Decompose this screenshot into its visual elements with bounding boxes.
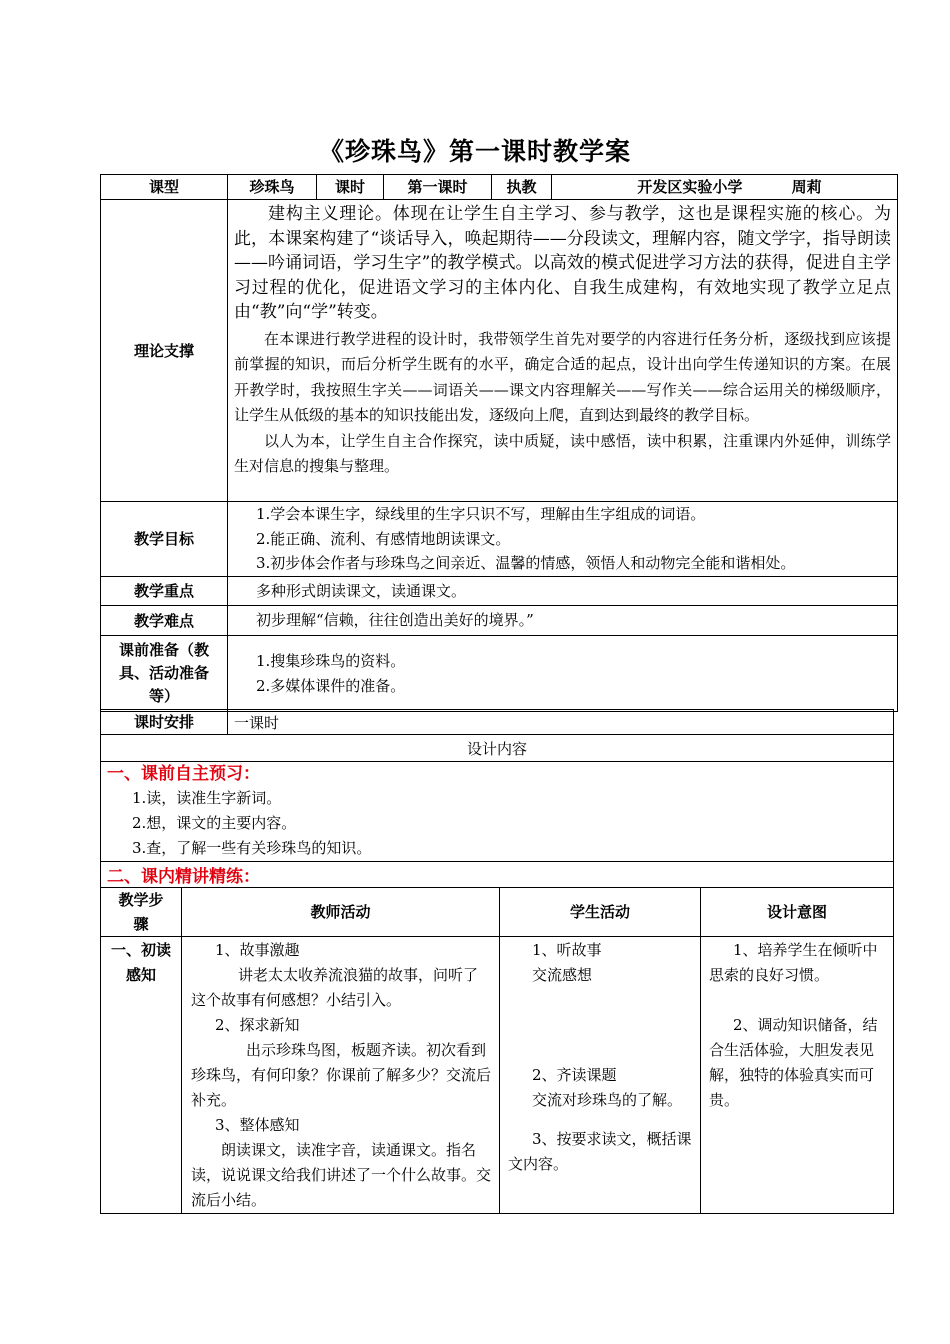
col-intent-header: 设计意图 [701,888,894,937]
theory-content [228,200,898,502]
prep-item: 2.多媒体课件的准备。 [256,676,406,695]
teacher-step-title: 1、故事激趣 [215,941,300,959]
focus-value: 多种形式朗读课文，读通课文。 [228,577,898,606]
teacher-name: 周莉 [791,178,822,196]
goals-label: 教学目标 [101,502,228,577]
goal-item: 3.初步体会作者与珍珠鸟之间亲近、温馨的情感，领悟人和动物完全能和谐相处。 [256,554,796,573]
period-label: 课时 [317,175,384,200]
difficulty-value: 初步理解“信赖，往往创造出美好的境界。” [228,606,898,636]
intent-item: 2、调动知识储备，结合生活体验，大胆发表见解，独特的体验真实而可贵。 [709,1016,878,1109]
schedule-value: 一课时 [228,710,894,735]
info-table [100,174,898,712]
student-step: 1、听故事 [532,941,602,959]
col-teacher-header: 教师活动 [182,888,500,937]
teacher-info [552,175,898,200]
difficulty-label: 教学难点 [101,606,228,636]
teacher-step-title: 2、探求新知 [215,1016,300,1034]
theory-label: 理论支撑 [101,200,228,502]
student-step-detail: 交流感想 [532,966,593,984]
teacher-label: 执教 [492,175,552,200]
focus-label: 教学重点 [101,577,228,606]
preview-item: 3.查，了解一些有关珍珠鸟的知识。 [132,839,372,857]
col-student-header: 学生活动 [500,888,701,937]
teacher-step-title: 3、整体感知 [215,1116,300,1134]
schedule-label: 课时安排 [101,710,228,735]
teacher-activity [182,937,500,1214]
theory-paragraph-1: 建构主义理论。体现在让学生自主学习、参与教学，这也是课程实施的核心。为此，本课案构建了“谈话导入，唤起期待——分段读文，理解内容，随文学字，指导朗读——吟诵词语，学习生字”的教学模式。以高效的模式促进学习方法的获得，促进自主学习过程的优化，促进语文学习的主体内化、自我生成建构，有效地实现了教学立足点由“教”向“学”转变。 [234,204,891,322]
theory-paragraph-2: 在本课进行教学进程的设计时，我带领学生首先对要学的内容进行任务分析，逐级找到应该提前掌握的知识，而后分析学生既有的水平，确定合适的起点，设计出向学生传递知识的方案。在展开教学时，我按照生字关——词语关——课文内容理解关——写作关——综合运用关的梯级顺序，让学生从低级的基本的知识技能出发，逐级向上爬，直到达到最终的教学目标。 [234,329,891,424]
goal-item: 1.学会本课生字，绿线里的生字只识不写，理解由生字组成的词语。 [256,505,706,524]
school-name: 开发区实验小学 [637,178,743,196]
goals-content [228,502,898,577]
type-label: 课型 [101,175,228,200]
student-activity [500,937,701,1214]
prep-content [228,636,898,712]
type-value: 珍珠鸟 [228,175,317,200]
design-table [100,709,894,1214]
theory-paragraph-3: 以人为本，让学生自主合作探究，读中质疑，读中感悟，读中积累，注重课内外延伸，训练学生对信息的搜集与整理。 [234,431,891,475]
step-initial-reading: 一、初读 感知 [101,937,182,1214]
student-step-detail: 交流对珍珠鸟的了解。 [532,1091,683,1109]
page-title: 《珍珠鸟》第一课时教学案 [318,137,631,166]
teacher-step-body: 讲老太太收养流浪猫的故事，问听了这个故事有何感想？小结引入。 [191,966,479,1009]
goal-item: 2.能正确、流利、有感情地朗读课文。 [256,529,511,548]
preview-item: 2.想，课文的主要内容。 [132,814,297,832]
design-intent [701,937,894,1214]
section1 [101,762,894,862]
student-step: 3、按要求读文，概括课文内容。 [508,1130,692,1173]
student-step: 2、齐读课题 [532,1066,617,1084]
prep-label: 课前准备（教 具、活动准备 等） [101,636,228,712]
section1-heading: 一、课前自主预习： [107,764,260,784]
design-header: 设计内容 [101,735,894,762]
teacher-step-body: 朗读课文，读准字音，读通课文。指名读，说说课文给我们讲述了一个什么故事。交流后小结。 [191,1141,492,1209]
intent-item: 1、培养学生在倾听中思索的良好习惯。 [709,941,878,984]
col-step-header: 教学步 骤 [101,888,182,937]
period-value: 第一课时 [384,175,492,200]
section2-heading: 二、课内精讲精练： [101,862,894,888]
teacher-step-body: 出示珍珠鸟图，板题齐读。初次看到珍珠鸟，有何印象？你课前了解多少？交流后补充。 [191,1041,492,1109]
prep-item: 1.搜集珍珠鸟的资料。 [256,652,406,670]
preview-item: 1.读，读准生字新词。 [132,789,282,807]
